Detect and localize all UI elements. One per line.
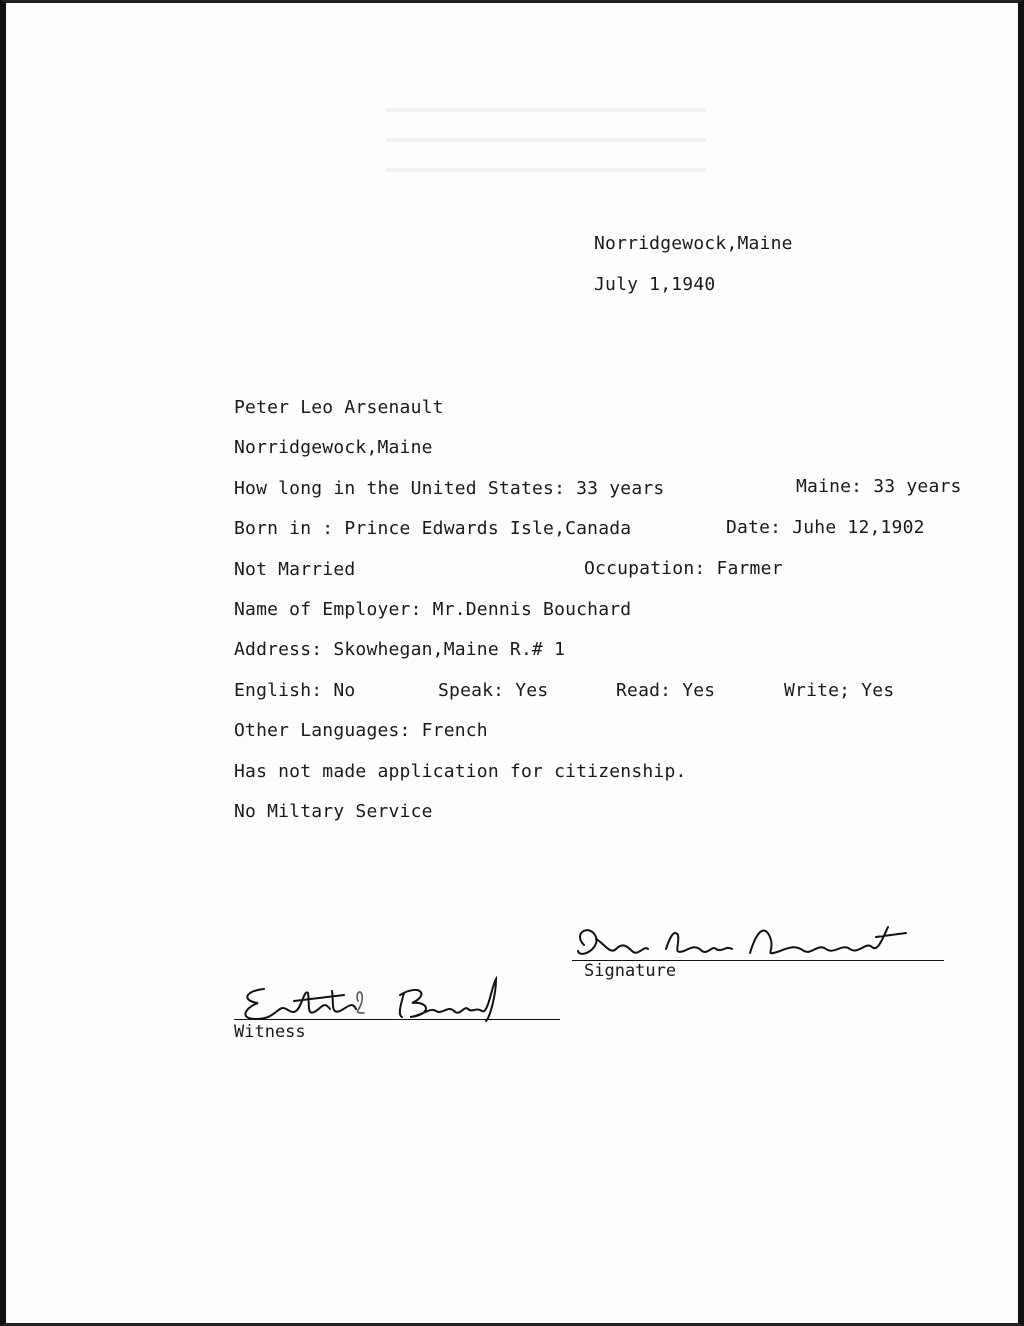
witness-label: Witness bbox=[234, 1022, 306, 1042]
citizenship: Has not made application for citizenship. bbox=[234, 761, 687, 782]
us-duration: How long in the United States: 33 years bbox=[234, 478, 665, 499]
person-name: Peter Leo Arsenault bbox=[234, 397, 444, 418]
occupation: Occupation: Farmer bbox=[584, 558, 783, 579]
employer: Name of Employer: Mr.Dennis Bouchard bbox=[234, 599, 632, 620]
military-service: No Miltary Service bbox=[234, 801, 433, 822]
person-residence: Norridgewock,Maine bbox=[234, 437, 433, 458]
header-date: July 1,1940 bbox=[594, 274, 716, 295]
other-languages: Other Languages: French bbox=[234, 720, 488, 741]
faded-letterhead-bleed bbox=[386, 98, 706, 178]
signature-label: Signature bbox=[584, 961, 677, 981]
address: Address: Skowhegan,Maine R.# 1 bbox=[234, 639, 566, 660]
born-in: Born in : Prince Edwards Isle,Canada bbox=[234, 518, 632, 539]
witness-line bbox=[234, 1019, 560, 1020]
speak: Speak: Yes bbox=[438, 680, 549, 701]
write: Write; Yes bbox=[784, 680, 895, 701]
birth-date: Date: Juhe 12,1902 bbox=[726, 517, 925, 538]
english: English: No bbox=[234, 680, 356, 701]
read: Read: Yes bbox=[616, 680, 716, 701]
marital-status: Not Married bbox=[234, 559, 356, 580]
maine-duration: Maine: 33 years bbox=[796, 476, 962, 497]
header-place: Norridgewock,Maine bbox=[594, 233, 793, 254]
